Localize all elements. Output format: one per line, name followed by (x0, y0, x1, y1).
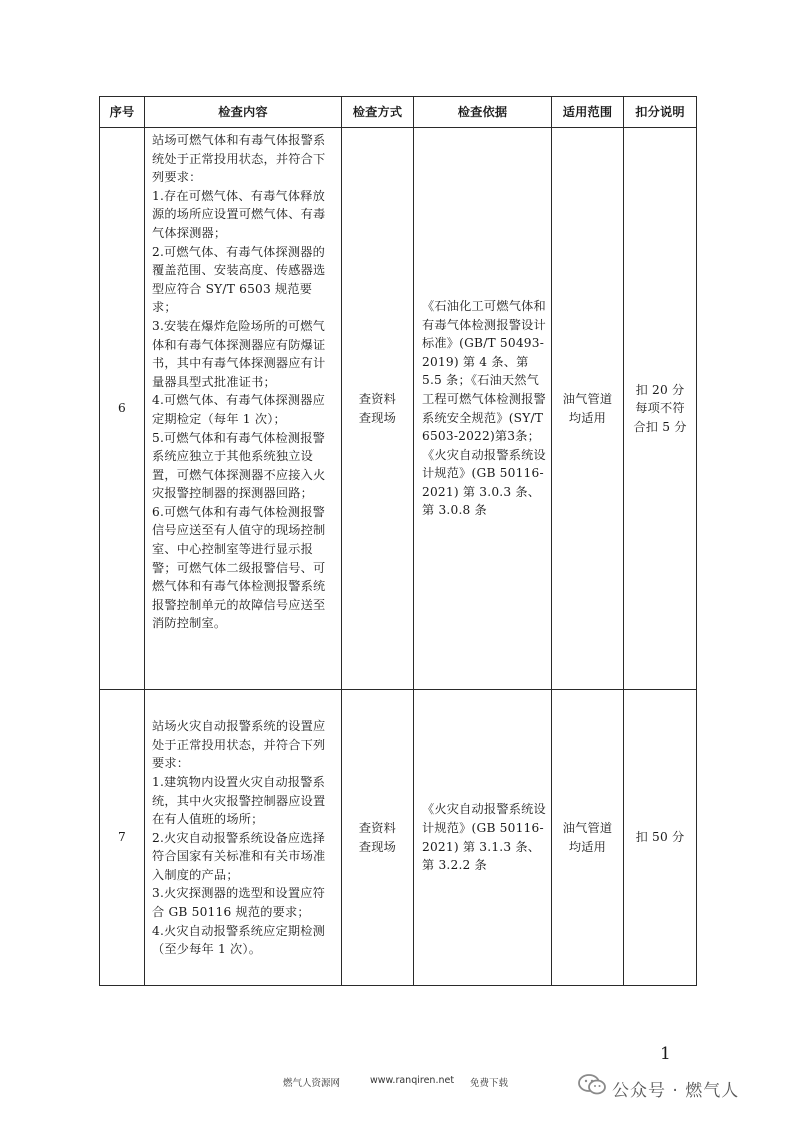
row-content (145, 128, 342, 690)
row-basis (414, 690, 552, 986)
deduct-line: 合扣 5 分 (633, 419, 687, 434)
header-method: 检查方式 (342, 97, 414, 128)
content-line: 4.火灾自动报警系统应定期检测（至少每年 1 次）。 (152, 923, 326, 957)
row-seq: 6 (100, 128, 145, 690)
table-header-row (100, 97, 697, 128)
table-row (100, 128, 697, 690)
content-line: 站场可燃气体和有毒气体报警系统处于正常投用状态，并符合下列要求： (152, 133, 326, 185)
scope-line: 油气管道 (562, 391, 613, 406)
wechat-icon (578, 1073, 606, 1097)
scope-line: 均适用 (568, 410, 607, 425)
row-scope (552, 690, 624, 986)
header-basis: 检查依据 (414, 97, 552, 128)
scope-line: 均适用 (568, 839, 607, 854)
method-line: 查资料 (358, 820, 397, 835)
row-deduct (624, 690, 697, 986)
content-line: 站场火灾自动报警系统的设置应处于正常投用状态，并符合下列要求： (152, 719, 326, 771)
method-line: 查资料 (358, 391, 397, 406)
footer-site-url[interactable]: www.ranqiren.net (370, 1075, 455, 1086)
method-line: 查现场 (358, 410, 397, 425)
header-deduct: 扣分说明 (624, 97, 697, 128)
scope-line: 油气管道 (562, 820, 613, 835)
header-content: 检查内容 (145, 97, 342, 128)
page-number: 1 (660, 1044, 671, 1064)
method-line: 查现场 (358, 839, 397, 854)
deduct-line: 扣 50 分 (635, 830, 685, 845)
row-method (342, 690, 414, 986)
content-line: 6.可燃气体和有毒气体检测报警信号应送至有人值守的现场控制室、中心控制室等进行显示报警；可燃气体二级报警信号、可燃气体和有毒气体检测报警系统报警控制单元的故障信号应送至消防控制室。 (152, 504, 326, 631)
content-line: 2.可燃气体、有毒气体探测器的覆盖范围、安装高度、传感器选型应符合 SY/T 6503 规范要求； (152, 244, 326, 315)
basis-text: 《石油化工可燃气体和有毒气体检测报警设计标准》(GB/T 50493-2019) 第 4 条、第 5.5 条；《石油天然气工程可燃气体检测报警系统安全规范》(SY/T 6503-2022)第3条；《火灾自动报警系统设计规范》(GB 50116-2021) 第 3.0.3 条、第 3.0.8 条 (422, 298, 546, 518)
footer-site-name: 燃气人资源网 (283, 1078, 341, 1089)
watermark-text: 公众号 · 燃气人 (612, 1081, 740, 1101)
inspection-table (99, 96, 697, 986)
content-line: 5.可燃气体和有毒气体检测报警系统应独立于其他系统独立设置，可燃气体探测器不应接入火灾报警控制器的探测器回路； (152, 430, 326, 501)
content-line: 2.火灾自动报警系统设备应选择符合国家有关标准和有关市场准入制度的产品； (152, 830, 326, 882)
footer-download[interactable]: 免费下载 (470, 1078, 509, 1089)
deduct-line: 扣 20 分 (635, 382, 685, 397)
header-seq: 序号 (100, 97, 145, 128)
content-line: 1.存在可燃气体、有毒气体释放源的场所应设置可燃气体、有毒气体探测器； (152, 188, 326, 240)
content-line: 3.火灾探测器的选型和设置应符合 GB 50116 规范的要求； (152, 886, 326, 920)
row-seq: 7 (100, 690, 145, 986)
table-row (100, 690, 697, 986)
row-deduct (624, 128, 697, 690)
row-content (145, 690, 342, 986)
content-line: 3.安装在爆炸危险场所的可燃气体和有毒气体探测器应有防爆证书，其中有毒气体探测器应有计量器具型式批准证书； (152, 318, 326, 389)
content-line: 4.可燃气体、有毒气体探测器应定期检定（每年 1 次）； (152, 393, 326, 426)
basis-text: 《火灾自动报警系统设计规范》(GB 50116-2021) 第 3.1.3 条、第 3.2.2 条 (422, 802, 546, 873)
row-method (342, 128, 414, 690)
deduct-line: 每项不符 (635, 401, 685, 416)
header-scope: 适用范围 (552, 97, 624, 128)
content-line: 1.建筑物内设置火灾自动报警系统，其中火灾报警控制器应设置在有人值班的场所； (152, 774, 326, 827)
row-basis (414, 128, 552, 690)
row-scope (552, 128, 624, 690)
